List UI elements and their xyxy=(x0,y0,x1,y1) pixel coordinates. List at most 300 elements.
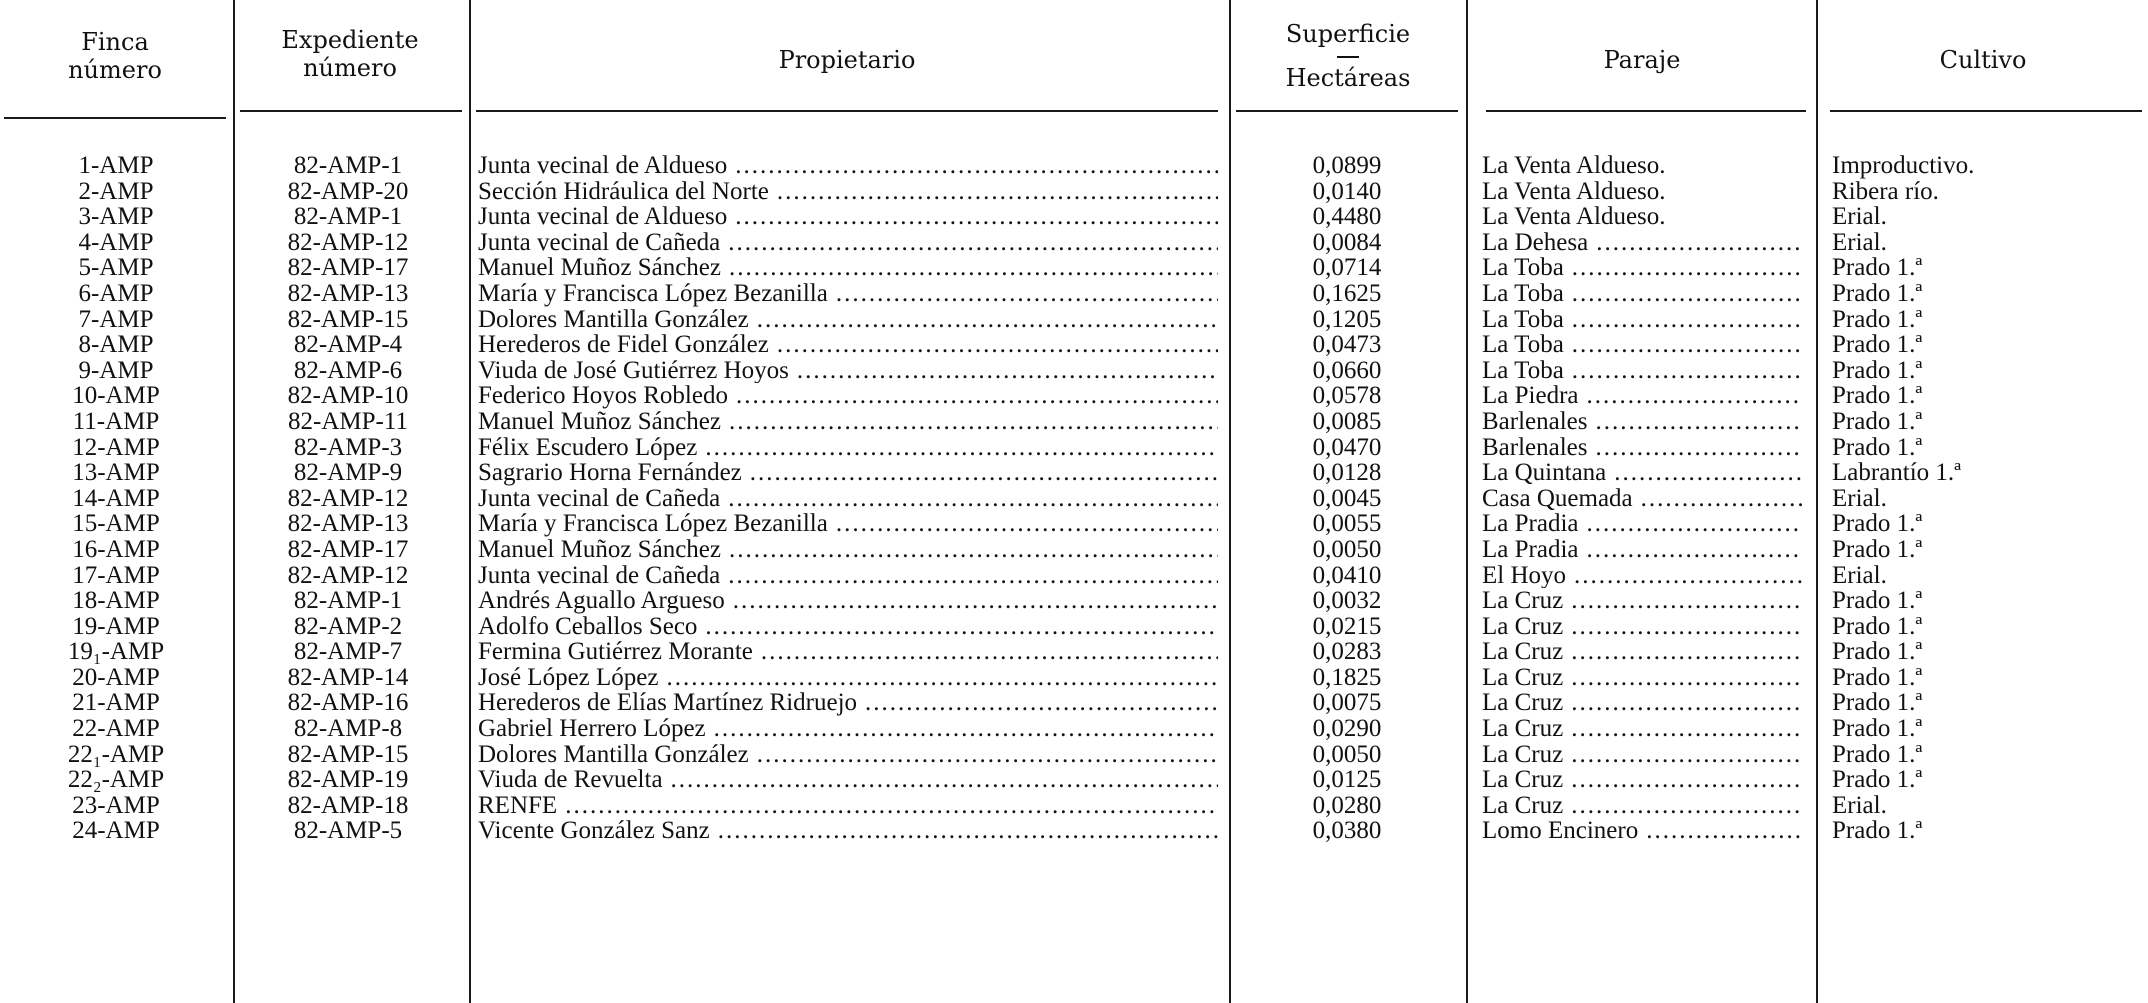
table-row xyxy=(0,281,2148,307)
dot-leader xyxy=(1586,537,1802,563)
cell-propietario xyxy=(478,383,1218,409)
cell-cultivo: Improductivo. xyxy=(1832,153,1975,179)
cell-paraje xyxy=(1482,307,1802,333)
dot-leader xyxy=(1572,255,1802,281)
cell-propietario xyxy=(478,358,1218,384)
cell-paraje xyxy=(1482,383,1802,409)
cell-expediente: 82-AMP-10 xyxy=(287,383,409,409)
table-row xyxy=(0,230,2148,256)
table-row xyxy=(0,690,2148,716)
cell-propietario-text: Adolfo Ceballos Seco xyxy=(478,613,698,640)
cell-cultivo: Prado 1.ª xyxy=(1832,818,1923,845)
cell-paraje-text: La Toba xyxy=(1482,357,1564,384)
cell-propietario xyxy=(478,563,1218,589)
dot-leader xyxy=(1596,409,1802,435)
dot-leader xyxy=(705,435,1218,461)
dot-leader xyxy=(728,230,1218,256)
cell-cultivo: Prado 1.ª xyxy=(1832,588,1923,614)
cell-propietario xyxy=(478,614,1218,640)
cell-expediente: 82-AMP-2 xyxy=(293,613,403,640)
cell-superficie: 0,1825 xyxy=(1312,664,1382,691)
cell-finca: 13-AMP xyxy=(72,460,160,486)
cell-paraje-text: La Quintana xyxy=(1482,460,1607,486)
cell-expediente: 82-AMP-15 xyxy=(287,306,409,333)
cell-paraje xyxy=(1482,511,1802,537)
cell-paraje xyxy=(1482,563,1802,589)
table-row xyxy=(0,614,2148,640)
cell-cultivo: Prado 1.ª xyxy=(1832,280,1923,307)
table-row xyxy=(0,716,2148,742)
cell-expediente: 82-AMP-7 xyxy=(293,639,403,665)
cell-paraje-text: Lomo Encinero xyxy=(1482,818,1639,845)
cell-propietario xyxy=(478,179,1218,205)
dot-leader xyxy=(757,742,1218,768)
cell-finca: 22₂-AMP xyxy=(67,767,165,793)
cell-paraje-text: La Pradia xyxy=(1482,536,1579,563)
header-underline xyxy=(240,110,462,112)
header-superficie-dash xyxy=(1337,56,1359,58)
cell-propietario-text: Herederos de Elías Martínez Ridruejo xyxy=(478,690,858,717)
header-expediente-line1: Expediente xyxy=(281,26,419,54)
dot-leader xyxy=(1571,665,1802,691)
header-superficie xyxy=(1234,20,1462,92)
cell-superficie: 0,0714 xyxy=(1312,255,1382,281)
dot-leader xyxy=(1596,435,1802,461)
cell-expediente: 82-AMP-4 xyxy=(293,332,403,358)
cell-expediente: 82-AMP-15 xyxy=(287,741,409,768)
cell-cultivo: Prado 1.ª xyxy=(1832,639,1923,665)
cell-expediente: 82-AMP-12 xyxy=(287,485,409,512)
cell-cultivo: Prado 1.ª xyxy=(1832,383,1923,409)
dot-leader xyxy=(761,639,1218,665)
cell-finca: 16-AMP xyxy=(72,536,160,563)
cell-finca: 24-AMP xyxy=(72,818,160,845)
cell-paraje xyxy=(1482,486,1802,512)
dot-leader xyxy=(705,614,1218,640)
cell-superficie: 0,0050 xyxy=(1312,741,1382,768)
cell-paraje-text: La Cruz xyxy=(1482,690,1564,717)
cell-propietario-text: Junta vecinal de Aldueso xyxy=(478,153,728,179)
cell-paraje-text: La Pradia xyxy=(1482,511,1579,537)
cell-propietario-text: José López López xyxy=(478,664,659,691)
table-row xyxy=(0,460,2148,486)
cell-superficie: 0,0290 xyxy=(1312,716,1382,742)
table-row xyxy=(0,255,2148,281)
cell-propietario xyxy=(478,767,1218,793)
cell-finca: 12-AMP xyxy=(72,434,160,461)
cell-expediente: 82-AMP-12 xyxy=(287,229,409,256)
cell-paraje xyxy=(1482,793,1802,819)
cell-finca: 14-AMP xyxy=(72,485,160,512)
header-finca-line1: Finca xyxy=(81,28,149,56)
cell-paraje-text: La Cruz xyxy=(1482,588,1564,614)
cell-paraje: La Venta Aldueso. xyxy=(1482,204,1666,230)
cell-paraje-text: La Cruz xyxy=(1482,741,1564,768)
header-expediente-line2: número xyxy=(303,54,397,82)
cell-superficie: 0,0280 xyxy=(1312,792,1382,819)
header-cultivo: Cultivo xyxy=(1939,46,2027,74)
cell-propietario xyxy=(478,511,1218,537)
cell-superficie: 0,0032 xyxy=(1312,588,1382,614)
dot-leader xyxy=(1614,460,1802,486)
cell-expediente: 82-AMP-1 xyxy=(293,588,403,614)
dot-leader xyxy=(797,358,1218,384)
cell-propietario xyxy=(478,204,1218,230)
cell-propietario-text: Junta vecinal de Cañeda xyxy=(478,229,721,256)
header-underline xyxy=(476,110,1218,112)
cell-propietario-text: RENFE xyxy=(478,792,558,819)
cell-cultivo: Prado 1.ª xyxy=(1832,690,1923,717)
cell-expediente: 82-AMP-8 xyxy=(293,716,403,742)
cell-finca: 2-AMP xyxy=(78,178,154,205)
cell-paraje-text: La Dehesa xyxy=(1482,229,1589,256)
cell-paraje-text: La Toba xyxy=(1482,332,1564,358)
cell-expediente: 82-AMP-1 xyxy=(293,153,403,179)
dot-leader xyxy=(736,383,1218,409)
table-row xyxy=(0,383,2148,409)
cell-propietario-text: Sección Hidráulica del Norte xyxy=(478,178,769,205)
cell-propietario xyxy=(478,307,1218,333)
cell-finca: 3-AMP xyxy=(78,204,154,230)
cell-propietario-text: María y Francisca López Bezanilla xyxy=(478,511,828,537)
table-row xyxy=(0,332,2148,358)
table-row xyxy=(0,818,2148,844)
cell-paraje xyxy=(1482,818,1802,844)
cell-propietario-text: Viuda de José Gutiérrez Hoyos xyxy=(478,357,789,384)
table-row xyxy=(0,563,2148,589)
cell-superficie: 0,0050 xyxy=(1312,536,1382,563)
dot-leader xyxy=(1571,793,1802,819)
cell-paraje xyxy=(1482,742,1802,768)
cell-propietario-text: Dolores Mantilla González xyxy=(478,306,749,333)
cell-finca: 10-AMP xyxy=(72,383,160,409)
dot-leader xyxy=(666,665,1218,691)
cell-superficie: 0,0380 xyxy=(1312,818,1382,845)
dot-leader xyxy=(718,818,1218,844)
cell-expediente: 82-AMP-19 xyxy=(287,767,409,793)
dot-leader xyxy=(750,460,1218,486)
cell-expediente: 82-AMP-3 xyxy=(293,434,403,461)
cell-expediente: 82-AMP-13 xyxy=(287,511,409,537)
cell-finca: 20-AMP xyxy=(72,664,160,691)
dot-leader xyxy=(1586,383,1802,409)
cell-paraje xyxy=(1482,690,1802,716)
cell-paraje: La Venta Aldueso. xyxy=(1482,153,1666,179)
cell-superficie: 0,0899 xyxy=(1312,153,1382,179)
dot-leader xyxy=(865,690,1218,716)
cell-paraje-text: La Cruz xyxy=(1482,767,1564,793)
header-underline xyxy=(1830,110,2142,112)
cell-cultivo: Prado 1.ª xyxy=(1832,741,1923,768)
dot-leader xyxy=(728,563,1218,589)
table-row xyxy=(0,639,2148,665)
cell-propietario xyxy=(478,537,1218,563)
cell-paraje-text: La Toba xyxy=(1482,280,1564,307)
cell-finca: 22-AMP xyxy=(72,716,160,742)
cell-paraje-text: La Toba xyxy=(1482,255,1564,281)
dot-leader xyxy=(1572,332,1802,358)
cell-propietario xyxy=(478,255,1218,281)
cell-expediente: 82-AMP-1 xyxy=(293,204,403,230)
cell-paraje xyxy=(1482,639,1802,665)
dot-leader xyxy=(1574,563,1802,589)
dot-leader xyxy=(728,486,1218,512)
table-row xyxy=(0,204,2148,230)
cell-paraje xyxy=(1482,332,1802,358)
cell-paraje xyxy=(1482,537,1802,563)
cell-paraje-text: Barlenales xyxy=(1482,408,1588,435)
dot-leader xyxy=(836,511,1218,537)
table-row xyxy=(0,742,2148,768)
cell-expediente: 82-AMP-14 xyxy=(287,664,409,691)
cell-superficie: 0,1625 xyxy=(1312,280,1382,307)
cell-cultivo: Erial. xyxy=(1832,204,1887,230)
dot-leader xyxy=(1641,486,1802,512)
dot-leader xyxy=(733,588,1218,614)
cell-cultivo: Prado 1.ª xyxy=(1832,511,1923,537)
cell-finca: 11-AMP xyxy=(72,408,160,435)
header-expediente xyxy=(236,26,464,82)
cell-propietario xyxy=(478,332,1218,358)
header-propietario: Propietario xyxy=(778,46,916,74)
dot-leader xyxy=(671,767,1218,793)
cell-propietario-text: Vicente González Sanz xyxy=(478,818,710,845)
dot-leader xyxy=(735,153,1218,179)
table-row xyxy=(0,153,2148,179)
cell-paraje-text: Barlenales xyxy=(1482,434,1588,461)
header-underline xyxy=(1486,110,1806,112)
dot-leader xyxy=(1571,639,1802,665)
cell-expediente: 82-AMP-5 xyxy=(293,818,403,845)
cell-paraje: La Venta Aldueso. xyxy=(1482,178,1666,205)
dot-leader xyxy=(1571,614,1802,640)
cell-paraje-text: El Hoyo xyxy=(1482,562,1567,589)
cell-cultivo: Erial. xyxy=(1832,229,1887,256)
cell-finca: 21-AMP xyxy=(72,690,160,717)
cell-propietario-text: Junta vecinal de Cañeda xyxy=(478,485,721,512)
cell-superficie: 0,0085 xyxy=(1312,408,1382,435)
dot-leader xyxy=(757,307,1218,333)
cell-propietario xyxy=(478,690,1218,716)
dot-leader xyxy=(729,537,1218,563)
table-row xyxy=(0,307,2148,333)
cell-superficie: 0,0660 xyxy=(1312,357,1382,384)
cell-finca: 4-AMP xyxy=(78,229,154,256)
cell-superficie: 0,0128 xyxy=(1312,460,1382,486)
cell-propietario xyxy=(478,716,1218,742)
cell-expediente: 82-AMP-11 xyxy=(288,408,408,435)
table-body xyxy=(0,153,2148,844)
cell-cultivo: Erial. xyxy=(1832,792,1887,819)
dot-leader xyxy=(729,255,1218,281)
cell-propietario-text: Manuel Muñoz Sánchez xyxy=(478,255,721,281)
cell-cultivo: Ribera río. xyxy=(1832,178,1939,205)
cell-propietario-text: Manuel Muñoz Sánchez xyxy=(478,536,721,563)
cell-superficie: 0,0215 xyxy=(1312,613,1382,640)
cell-superficie: 0,0578 xyxy=(1312,383,1382,409)
cell-paraje xyxy=(1482,588,1802,614)
cell-superficie: 0,0055 xyxy=(1312,511,1382,537)
cell-propietario-text: Viuda de Revuelta xyxy=(478,767,663,793)
cell-paraje xyxy=(1482,460,1802,486)
cell-paraje-text: La Cruz xyxy=(1482,664,1564,691)
cell-propietario-text: Herederos de Fidel González xyxy=(478,332,769,358)
cell-finca: 17-AMP xyxy=(72,562,160,589)
cell-paraje-text: La Cruz xyxy=(1482,792,1564,819)
cell-propietario xyxy=(478,409,1218,435)
dot-leader xyxy=(714,716,1218,742)
table-row xyxy=(0,435,2148,461)
cell-propietario-text: Félix Escudero López xyxy=(478,434,698,461)
cell-paraje xyxy=(1482,230,1802,256)
cell-cultivo: Prado 1.ª xyxy=(1832,434,1923,461)
dot-leader xyxy=(565,793,1218,819)
cell-superficie: 0,0470 xyxy=(1312,434,1382,461)
dot-leader xyxy=(1572,307,1802,333)
cell-finca: 1-AMP xyxy=(78,153,154,179)
cell-expediente: 82-AMP-18 xyxy=(287,792,409,819)
dot-leader xyxy=(1586,511,1802,537)
cell-finca: 19-AMP xyxy=(72,613,160,640)
dot-leader xyxy=(1572,281,1802,307)
cell-paraje-text: Casa Quemada xyxy=(1482,485,1633,512)
cell-finca: 7-AMP xyxy=(78,306,154,333)
table-row xyxy=(0,409,2148,435)
dot-leader xyxy=(1646,818,1802,844)
cell-propietario-text: Sagrario Horna Fernández xyxy=(478,460,742,486)
header-finca-line2: número xyxy=(68,56,162,84)
cell-cultivo: Prado 1.ª xyxy=(1832,613,1923,640)
table-row xyxy=(0,767,2148,793)
cell-paraje xyxy=(1482,358,1802,384)
cell-propietario xyxy=(478,588,1218,614)
cell-cultivo: Erial. xyxy=(1832,485,1887,512)
cell-superficie: 0,0473 xyxy=(1312,332,1382,358)
cell-expediente: 82-AMP-9 xyxy=(293,460,403,486)
cell-cultivo: Prado 1.ª xyxy=(1832,716,1923,742)
cell-propietario-text: Andrés Aguallo Argueso xyxy=(478,588,725,614)
cell-finca: 22₁-AMP xyxy=(67,741,165,768)
cell-superficie: 0,1205 xyxy=(1312,306,1382,333)
cell-propietario xyxy=(478,230,1218,256)
dot-leader xyxy=(1571,716,1802,742)
cell-expediente: 82-AMP-17 xyxy=(287,255,409,281)
cell-finca: 19₁-AMP xyxy=(67,639,165,665)
header-superficie-top: Superficie xyxy=(1285,20,1411,48)
cell-paraje xyxy=(1482,435,1802,461)
dot-leader xyxy=(777,332,1218,358)
cell-cultivo: Prado 1.ª xyxy=(1832,664,1923,691)
cell-paraje xyxy=(1482,614,1802,640)
cell-paraje xyxy=(1482,665,1802,691)
cell-paraje-text: La Cruz xyxy=(1482,613,1564,640)
cell-expediente: 82-AMP-16 xyxy=(287,690,409,717)
table-row xyxy=(0,511,2148,537)
cell-finca: 15-AMP xyxy=(72,511,160,537)
cell-finca: 9-AMP xyxy=(78,357,154,384)
table-row xyxy=(0,537,2148,563)
table-row xyxy=(0,486,2148,512)
cell-finca: 23-AMP xyxy=(72,792,160,819)
cell-expediente: 82-AMP-6 xyxy=(293,357,403,384)
cell-propietario xyxy=(478,639,1218,665)
cell-superficie: 0,0045 xyxy=(1312,485,1382,512)
header-finca xyxy=(0,28,230,84)
cell-paraje-text: La Cruz xyxy=(1482,639,1564,665)
cell-expediente: 82-AMP-17 xyxy=(287,536,409,563)
dot-leader xyxy=(1571,767,1802,793)
cell-finca: 6-AMP xyxy=(78,280,154,307)
cell-finca: 8-AMP xyxy=(78,332,154,358)
cell-paraje xyxy=(1482,716,1802,742)
table-row xyxy=(0,665,2148,691)
cell-propietario-text: Gabriel Herrero López xyxy=(478,716,706,742)
cell-superficie: 0,0075 xyxy=(1312,690,1382,717)
cell-cultivo: Prado 1.ª xyxy=(1832,332,1923,358)
dot-leader xyxy=(735,204,1218,230)
dot-leader xyxy=(1571,742,1802,768)
dot-leader xyxy=(777,179,1218,205)
cell-superficie: 0,0125 xyxy=(1312,767,1382,793)
cell-cultivo: Prado 1.ª xyxy=(1832,306,1923,333)
cell-paraje xyxy=(1482,409,1802,435)
cell-cultivo: Erial. xyxy=(1832,562,1887,589)
cell-propietario xyxy=(478,486,1218,512)
cell-propietario-text: Fermina Gutiérrez Morante xyxy=(478,639,753,665)
cell-paraje xyxy=(1482,767,1802,793)
table-row xyxy=(0,588,2148,614)
cell-propietario xyxy=(478,793,1218,819)
header-superficie-bottom: Hectáreas xyxy=(1285,64,1411,92)
table-row xyxy=(0,179,2148,205)
cell-cultivo: Prado 1.ª xyxy=(1832,767,1923,793)
cell-superficie: 0,0140 xyxy=(1312,178,1382,205)
cell-expediente: 82-AMP-13 xyxy=(287,280,409,307)
dot-leader xyxy=(836,281,1218,307)
cell-expediente: 82-AMP-12 xyxy=(287,562,409,589)
header-underline xyxy=(1236,110,1458,112)
cell-superficie: 0,4480 xyxy=(1312,204,1382,230)
cell-paraje xyxy=(1482,255,1802,281)
header-underline xyxy=(4,117,226,119)
cell-expediente: 82-AMP-20 xyxy=(287,178,409,205)
dot-leader xyxy=(1571,690,1802,716)
cell-propietario xyxy=(478,818,1218,844)
dot-leader xyxy=(1571,588,1802,614)
table-row xyxy=(0,793,2148,819)
cell-propietario xyxy=(478,435,1218,461)
cell-propietario xyxy=(478,460,1218,486)
dot-leader xyxy=(1572,358,1802,384)
dot-leader xyxy=(729,409,1218,435)
cell-paraje-text: La Piedra xyxy=(1482,383,1579,409)
cell-propietario xyxy=(478,281,1218,307)
cell-paraje-text: La Toba xyxy=(1482,306,1564,333)
cell-propietario-text: María y Francisca López Bezanilla xyxy=(478,280,828,307)
cell-propietario xyxy=(478,153,1218,179)
cell-propietario-text: Dolores Mantilla González xyxy=(478,741,749,768)
cell-finca: 5-AMP xyxy=(78,255,154,281)
cell-superficie: 0,0283 xyxy=(1312,639,1382,665)
cell-cultivo: Prado 1.ª xyxy=(1832,408,1923,435)
cell-finca: 18-AMP xyxy=(72,588,160,614)
cell-superficie: 0,0410 xyxy=(1312,562,1382,589)
cell-propietario-text: Federico Hoyos Robledo xyxy=(478,383,728,409)
cell-cultivo: Prado 1.ª xyxy=(1832,536,1923,563)
cell-propietario xyxy=(478,665,1218,691)
cell-propietario-text: Junta vecinal de Aldueso xyxy=(478,204,728,230)
cell-propietario-text: Junta vecinal de Cañeda xyxy=(478,562,721,589)
